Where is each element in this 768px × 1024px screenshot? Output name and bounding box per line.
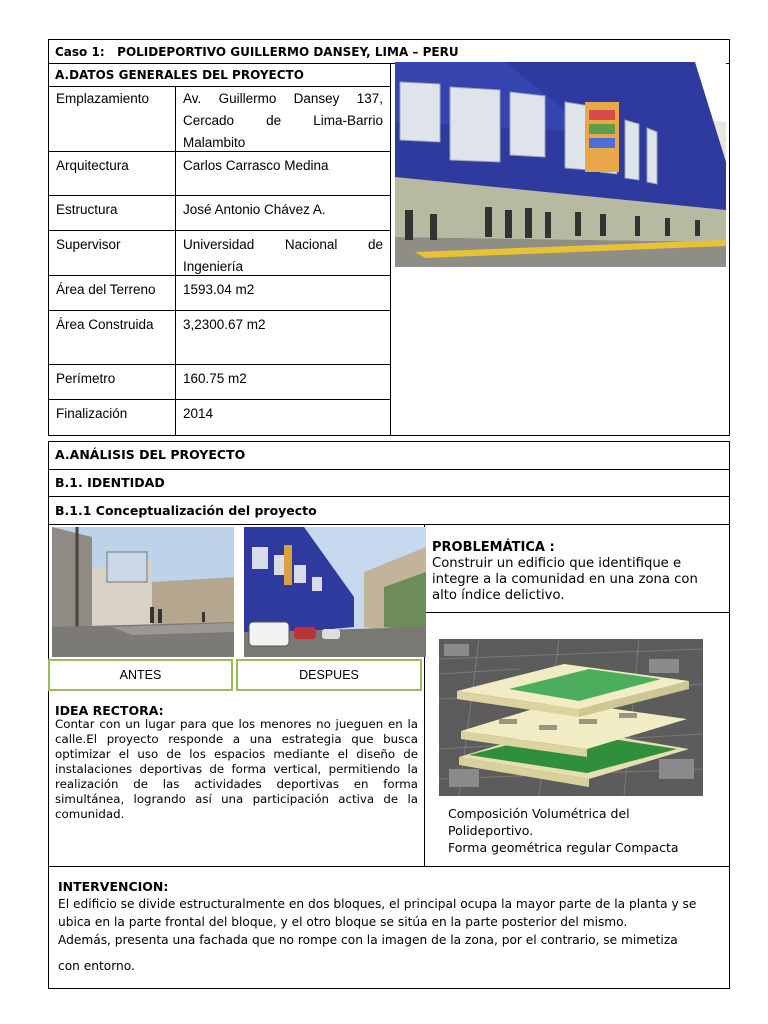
volumetric-caption-line-2: Polideportivo. [448, 823, 534, 838]
row-value-finalizacion: 2014 [183, 406, 214, 421]
building-facade-photo [395, 62, 726, 267]
identity-divider [48, 496, 730, 497]
table-hline [48, 399, 390, 400]
table-hline [48, 310, 390, 311]
table-hline [48, 230, 390, 231]
after-label-text: DESPUES [299, 668, 359, 682]
analysis-hline-bottom [48, 866, 730, 867]
row-value-area-terreno: 1593.04 m2 [183, 282, 255, 297]
row-value-supervisor: Universidad Nacional de Ingeniería [183, 237, 383, 274]
problem-text: Construir un edificio que identifique e integre a la comunidad en una zona con alto índice delictivo. [432, 556, 698, 603]
volumetric-model-image [439, 639, 703, 796]
analysis-title: A.ANÁLISIS DEL PROYECTO [55, 447, 246, 462]
volumetric-caption-line-1: Composición Volumétrica del [448, 806, 630, 821]
intervention-line-2: ubica en la parte frontal del bloque, y el otro bloque se sitúa en la parte posterior del mismo. [58, 915, 628, 929]
analysis-hline-right [424, 612, 730, 613]
intervention-line-4: con entorno. [58, 959, 135, 973]
intervention-line-3: Además, presenta una fachada que no rompe con la imagen de la zona, por el contrario, se mimetiza [58, 933, 678, 947]
row-value-estructura: José Antonio Chávez A. [183, 202, 326, 217]
row-label-emplazamiento: Emplazamiento [56, 91, 150, 106]
row-value-emplazamiento: Av. Guillermo Dansey 137, Cercado de Lima-Barrio Malambito [183, 91, 383, 150]
before-label-text: ANTES [119, 668, 162, 682]
row-value-arquitectura: Carlos Carrasco Medina [183, 158, 329, 173]
row-label-area-construida: Área Construida [56, 317, 154, 332]
concept-divider [48, 524, 730, 525]
idea-title: IDEA RECTORA: [55, 703, 164, 718]
before-photo [52, 527, 234, 657]
row-value-perimetro: 160.75 m2 [183, 371, 247, 386]
row-label-supervisor: Supervisor [56, 237, 121, 252]
after-photo [244, 527, 426, 657]
case-title: Caso 1: POLIDEPORTIVO GUILLERMO DANSEY, LIMA – PERU [55, 45, 459, 59]
intervention-line-1: El edificio se divide estructuralmente en dos bloques, el principal ocupa la mayor parte de la planta y se [58, 897, 697, 911]
section-a-title: A.DATOS GENERALES DEL PROYECTO [55, 68, 304, 82]
identity-title: B.1. IDENTIDAD [55, 475, 165, 490]
table-hline [48, 195, 390, 196]
idea-text: Contar con un lugar para que los menores no jueguen en la calle.El proyecto responde a una estrategia que busca optimizar el uso de los espacios mediante el diseño de instalaciones deportivas de forma vertical, permitiendo la realización de las actividades deportivas en forma simultánea, logrando así una participación activa de la comunidad. [55, 717, 418, 821]
row-label-arquitectura: Arquitectura [56, 158, 129, 173]
table-hline [48, 86, 390, 87]
row-label-perimetro: Perímetro [56, 371, 116, 386]
before-label [48, 659, 233, 691]
row-label-estructura: Estructura [56, 202, 118, 217]
problem-title: PROBLEMÁTICA : [432, 540, 555, 555]
table-vertical-right [390, 63, 391, 436]
after-label [236, 659, 422, 691]
intervention-title: INTERVENCION: [58, 879, 169, 894]
row-value-area-construida: 3,2300.67 m2 [183, 317, 266, 332]
row-label-area-terreno: Área del Terreno [56, 282, 156, 297]
concept-title: B.1.1 Conceptualización del proyecto [55, 503, 317, 518]
row-label-finalizacion: Finalización [56, 406, 128, 421]
table-hline [48, 364, 390, 365]
analysis-divider [48, 469, 730, 470]
volumetric-caption-line-3: Forma geométrica regular Compacta [448, 840, 679, 855]
table-vertical-left [175, 86, 176, 436]
